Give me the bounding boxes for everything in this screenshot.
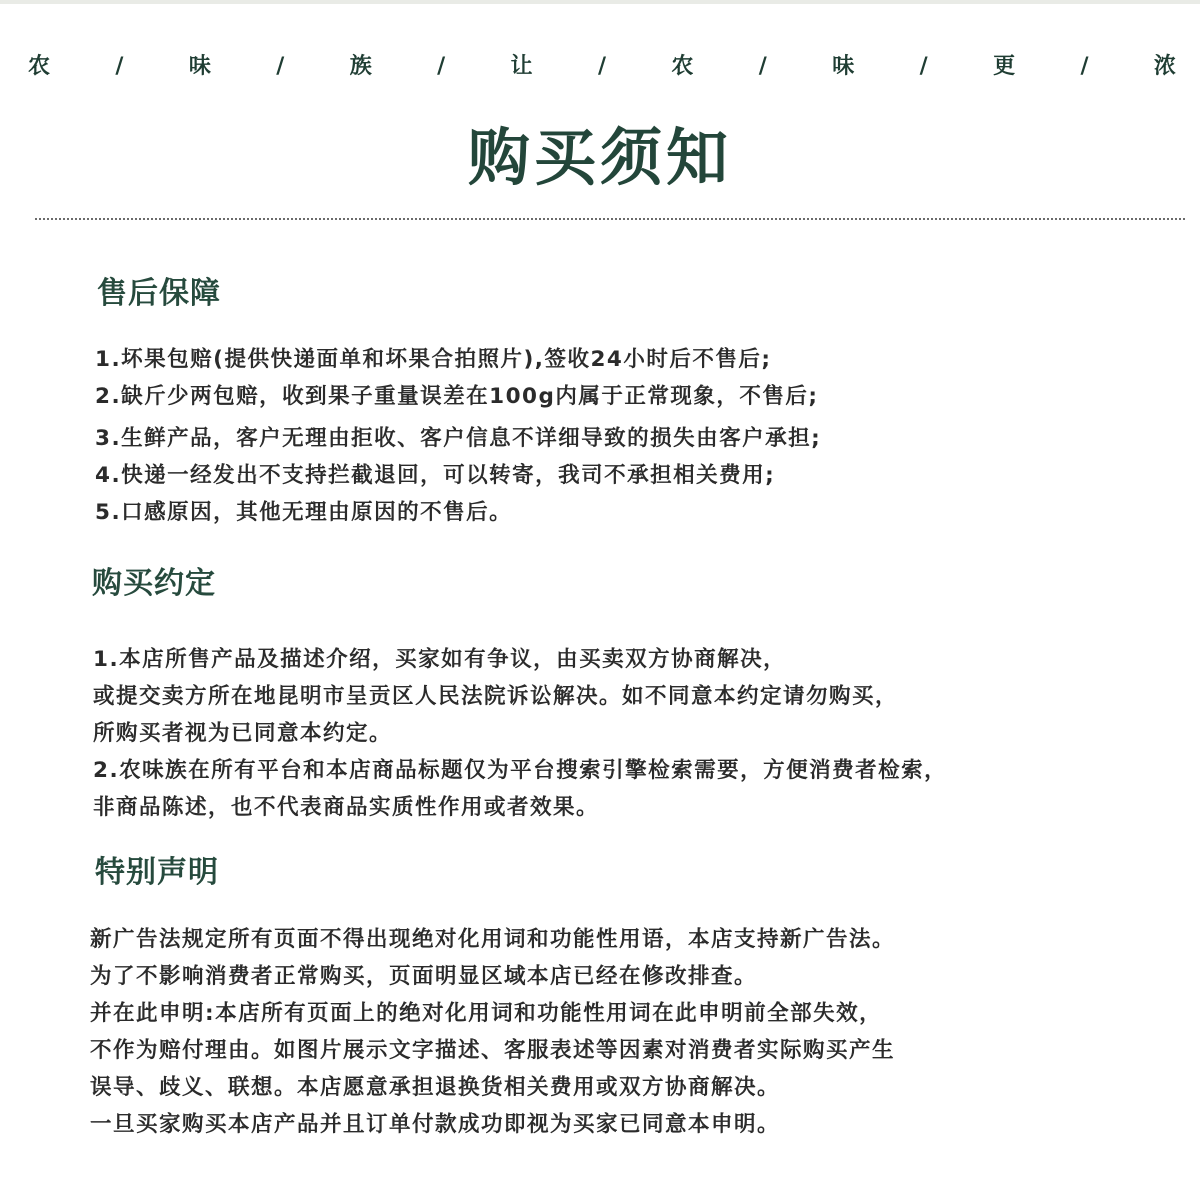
section-heading-purchase-agreement: 购买约定 <box>92 566 216 601</box>
slogan-separator: / <box>758 54 767 79</box>
purchase-agreement-list <box>93 641 947 826</box>
list-item: 新广告法规定所有页面不得出现绝对化用词和功能性用语，本店支持新广告法。 <box>90 927 896 952</box>
list-item: 为了不影响消费者正常购买，页面明显区域本店已经在修改排查。 <box>90 964 758 989</box>
list-item: 1.本店所售产品及描述介绍，买家如有争议，由买卖双方协商解决， <box>93 647 787 672</box>
page-title: 购买须知 <box>467 121 732 194</box>
slogan-separator: / <box>276 54 285 79</box>
list-item: 2.农味族在所有平台和本店商品标题仅为平台搜索引擎检索需要，方便消费者检索， <box>93 758 948 783</box>
list-item: 3.生鲜产品，客户无理由拒收、客户信息不详细导致的损失由客户承担; <box>95 426 822 451</box>
special-statement-list <box>90 921 895 1143</box>
slogan-char: 农 <box>671 54 694 79</box>
list-item: 非商品陈述，也不代表商品实质性作用或者效果。 <box>93 795 600 820</box>
list-item: 并在此申明:本店所有页面上的绝对化用词和功能性用词在此申明前全部失效， <box>90 1001 883 1026</box>
list-item: 不作为赔付理由。如图片展示文字描述、客服表述等因素对消费者实际购买产生 <box>90 1038 896 1063</box>
list-item: 4.快递一经发出不支持拦截退回，可以转寄，我司不承担相关费用; <box>95 463 776 488</box>
slogan-separator: / <box>1080 54 1089 79</box>
slogan-separator: / <box>437 54 446 79</box>
slogan-char: 让 <box>510 54 533 79</box>
list-item: 2.缺斤少两包赔，收到果子重量误差在100g内属于正常现象，不售后; <box>95 384 819 409</box>
section-heading-after-sales: 售后保障 <box>97 276 221 311</box>
slogan-char: 味 <box>188 54 211 79</box>
top-border <box>0 0 1200 4</box>
slogan-separator: / <box>597 54 606 79</box>
slogan-separator: / <box>919 54 928 79</box>
slogan <box>28 52 1176 82</box>
slogan-separator: / <box>115 54 124 79</box>
slogan-char: 族 <box>349 54 372 79</box>
list-item: 1.坏果包赔(提供快递面单和坏果合拍照片),签收24小时后不售后; <box>95 347 772 372</box>
section-heading-special-statement: 特别声明 <box>95 855 219 890</box>
slogan-char: 更 <box>993 54 1016 79</box>
after-sales-list <box>95 341 821 531</box>
list-item: 误导、歧义、联想。本店愿意承担退换货相关费用或双方协商解决。 <box>90 1075 781 1100</box>
slogan-char: 味 <box>832 54 855 79</box>
list-item: 5.口感原因，其他无理由原因的不售后。 <box>95 500 513 525</box>
dotted-divider <box>35 218 1185 220</box>
list-item: 所购买者视为已同意本约定。 <box>93 721 393 746</box>
slogan-char: 农 <box>28 54 51 79</box>
list-item: 一旦买家购买本店产品并且订单付款成功即视为买家已同意本申明。 <box>90 1112 781 1137</box>
slogan-char: 浓 <box>1153 54 1176 79</box>
list-item: 或提交卖方所在地昆明市呈贡区人民法院诉讼解决。如不同意本约定请勿购买， <box>93 684 899 709</box>
